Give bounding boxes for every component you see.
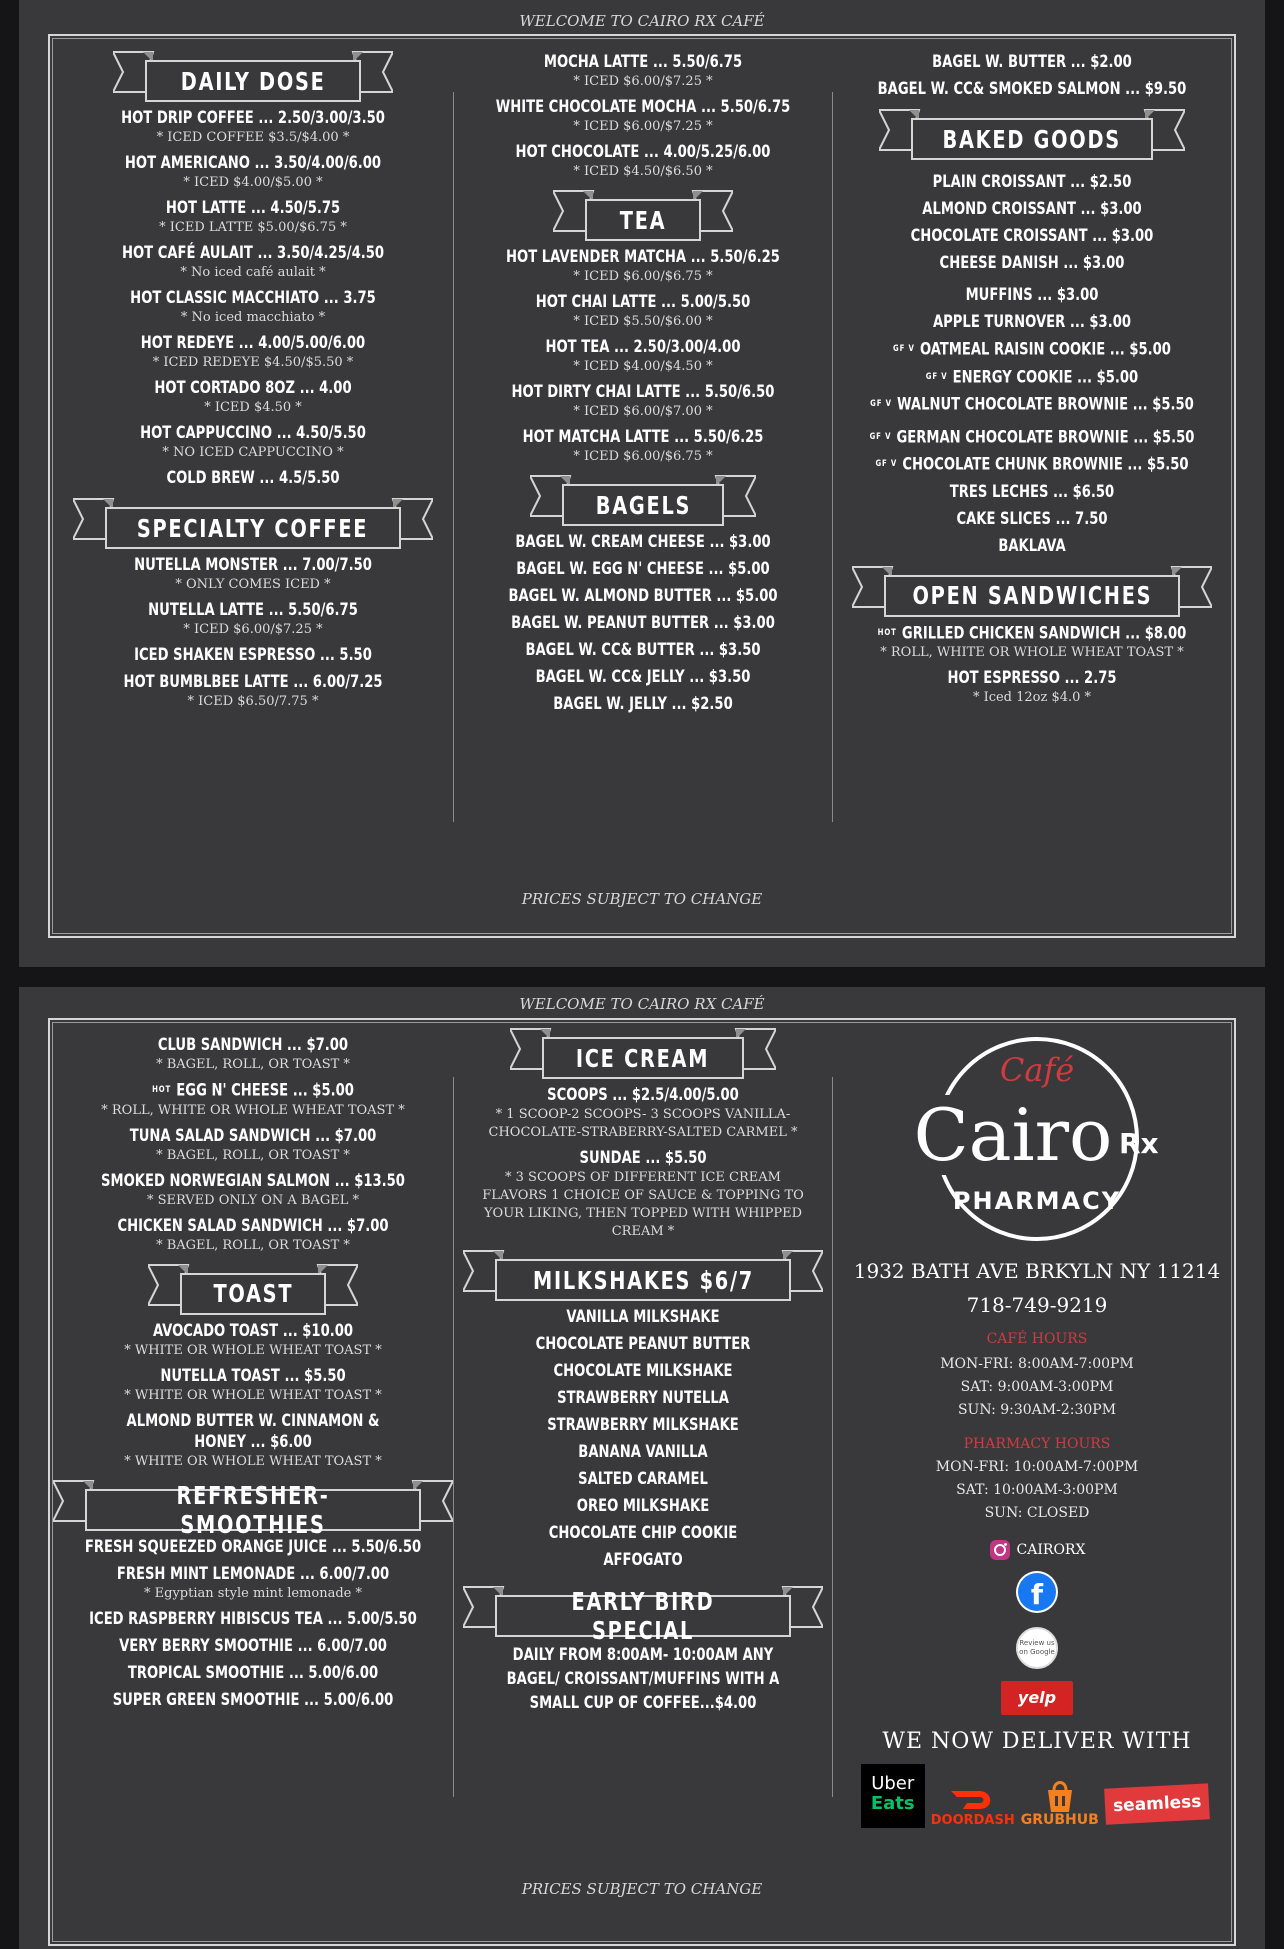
item-note: * ICED COFFEE $3.5/$4.00 *: [156, 130, 350, 145]
menu-item: VERY BERRY SMOOTHIE ... 6.00/7.00: [119, 1635, 387, 1656]
menu-item: AVOCADO TOAST ... $10.00: [152, 1320, 354, 1341]
menu-item: HOT ESPRESSO ... 2.75: [947, 668, 1117, 688]
menu-item: BAGEL W. EGG N' CHEESE ... $5.00: [516, 559, 770, 579]
column-divider: [832, 1077, 833, 1797]
column-divider: [832, 92, 833, 822]
menu-item: MUFFINS ... $3.00: [965, 285, 1099, 305]
menu-column-2: [463, 1027, 823, 1715]
item-note: * ICED $4.50/$6.50 *: [573, 164, 713, 179]
column-divider: [453, 92, 454, 822]
column-divider: [453, 1077, 454, 1797]
menu-item: HOT EGG N' CHEESE ... $5.00: [152, 1080, 354, 1101]
menu-item: BAKLAVA: [998, 535, 1066, 556]
doordash-logo[interactable]: DOORDASH: [931, 1787, 1015, 1828]
item-note: * ICED $6.00/$7.25 *: [573, 119, 713, 134]
deliver-heading: WE NOW DELIVER WITH: [882, 1729, 1192, 1754]
toast-banner: [148, 1263, 358, 1315]
menu-item: CHICKEN SALAD SANDWICH ... $7.00: [117, 1215, 389, 1236]
item-note: * ICED $4.50 *: [204, 400, 302, 415]
menu-item: NUTELLA MONSTER ... 7.00/7.50: [134, 555, 372, 575]
menu-item: HOT DRIP COFFEE ... 2.50/3.00/3.50: [121, 108, 385, 128]
address: 1932 BATH AVE BRKYLN NY 11214: [853, 1259, 1221, 1283]
open-sandwiches-banner: [852, 565, 1212, 617]
menu-item: SUPER GREEN SMOOTHIE ... 5.00/6.00: [112, 1689, 394, 1710]
refresher-smoothies-banner: [53, 1479, 453, 1539]
menu-item: HOT LATTE ... 4.50/5.75: [165, 198, 341, 218]
item-note: * WHITE OR WHOLE WHEAT TOAST *: [124, 1342, 382, 1358]
menu-item: CHEESE DANISH ... $3.00: [939, 253, 1125, 273]
item-note: * ICED $6.00/$7.25 *: [183, 622, 323, 637]
menu-item: HOT TEA ... 2.50/3.00/4.00: [545, 337, 741, 357]
menu-item: BAGEL W. CC& SMOKED SALMON ... $9.50: [877, 79, 1187, 99]
ice-cream-banner: [510, 1027, 776, 1079]
menu-item: STRAWBERRY MILKSHAKE: [547, 1415, 739, 1435]
daily-dose-title: DAILY DOSE: [180, 66, 326, 96]
specialty-coffee-title: SPECIALTY COFFEE: [137, 513, 369, 543]
logo-cafe-text: Café: [999, 1051, 1075, 1089]
item-note: * WHITE OR WHOLE WHEAT TOAST *: [124, 1387, 382, 1403]
menu-item: SMOKED NORWEGIAN SALMON ... $13.50: [101, 1170, 405, 1191]
specialty-coffee-banner: [73, 497, 433, 549]
menu-item: FRESH SQUEEZED ORANGE JUICE ... 5.50/6.50: [84, 1536, 422, 1557]
menu-item: HOT GRILLED CHICKEN SANDWICH ... $8.00: [877, 623, 1187, 643]
delivery-partners: [838, 1764, 1232, 1828]
menu-item: VANILLA MILKSHAKE: [566, 1307, 720, 1327]
item-note: * ROLL, WHITE OR WHOLE WHEAT TOAST *: [880, 645, 1184, 660]
menu-item: HOT CAFÉ AULAIT ... 3.50/4.25/4.50: [121, 243, 385, 263]
info-column: [842, 1027, 1232, 1828]
uber-eats-logo[interactable]: Uber Eats: [861, 1764, 925, 1828]
menu-item: HOT CORTADO 8OZ ... 4.00: [154, 378, 352, 398]
instagram-icon: [989, 1539, 1011, 1561]
menu-item: BAGEL W. CC& JELLY ... $3.50: [535, 667, 751, 687]
phone: 718-749-9219: [966, 1293, 1108, 1317]
item-note: * ICED $5.50/$6.00 *: [573, 314, 713, 329]
logo-pharmacy-text: PHARMACY: [952, 1187, 1122, 1215]
menu-item: FRESH MINT LEMONADE ... 6.00/7.00: [116, 1563, 390, 1584]
menu-item: CLUB SANDWICH ... $7.00: [157, 1035, 349, 1055]
early-bird-text: DAILY FROM 8:00AM- 10:00AM ANY BAGEL/ CROISSANT/MUFFINS WITH A SMALL CUP OF COFFEE...$4.00: [506, 1645, 780, 1713]
menu-item: BANANA VANILLA: [578, 1442, 708, 1462]
menu-item: CHOCOLATE CROISSANT ... $3.00: [910, 226, 1154, 246]
menu-item: HOT CLASSIC MACCHIATO ... 3.75: [130, 288, 376, 308]
menu-item: HOT CAPPUCCINO ... 4.50/5.50: [140, 423, 366, 443]
item-note: * ICED $6.00/$6.75 *: [573, 269, 713, 284]
item-note: * ONLY COMES ICED *: [175, 577, 331, 592]
hot-tag: HOT: [877, 627, 897, 638]
item-note: * BAGEL, ROLL, OR TOAST *: [156, 1237, 350, 1253]
item-note: * ICED $6.00/$6.75 *: [573, 449, 713, 464]
refresher-smoothies-title: REFRESHER- SMOOTHIES: [176, 1480, 330, 1539]
menu-item: CHOCOLATE MILKSHAKE: [553, 1361, 733, 1381]
menu-item: STRAWBERRY NUTELLA: [557, 1388, 729, 1408]
hot-tag: HOT: [152, 1085, 172, 1095]
menu-item: AFFOGATO: [603, 1550, 683, 1570]
menu-item: COLD BREW ... 4.5/5.50: [166, 468, 340, 488]
cafe-hours-title: CAFÉ HOURS: [986, 1331, 1088, 1347]
facebook-icon[interactable]: f: [1016, 1571, 1058, 1613]
grubhub-bag-icon: [1040, 1778, 1080, 1812]
pharmacy-hours-line: SUN: CLOSED: [984, 1505, 1090, 1521]
item-note: * BAGEL, ROLL, OR TOAST *: [156, 1057, 350, 1072]
menu-item: CHOCOLATE PEANUT BUTTER: [535, 1334, 751, 1354]
menu-item: SCOOPS ... $2.5/4.00/5.00: [547, 1085, 739, 1105]
item-note: * ICED $4.00/$5.00 *: [183, 175, 323, 190]
cafe-hours-line: SAT: 9:00AM-3:00PM: [960, 1379, 1114, 1395]
menu-item: HOT CHAI LATTE ... 5.00/5.50: [535, 292, 751, 312]
menu-item: MOCHA LATTE ... 5.50/6.75: [543, 52, 743, 72]
item-note: * Iced 12oz $4.0 *: [972, 690, 1092, 705]
early-bird-title: EARLY BIRD SPECIAL: [571, 1587, 715, 1645]
item-note: * BAGEL, ROLL, OR TOAST *: [156, 1147, 350, 1163]
yelp-icon[interactable]: yelp: [1001, 1681, 1073, 1715]
welcome-text: WELCOME TO CAIRO RX CAFÉ: [519, 995, 765, 1013]
cafe-logo: [907, 1027, 1167, 1247]
menu-item: BAGEL W. ALMOND BUTTER ... $5.00: [508, 586, 778, 606]
pharmacy-hours-line: MON-FRI: 10:00AM-7:00PM: [935, 1459, 1139, 1475]
menu-item: TUNA SALAD SANDWICH ... $7.00: [129, 1125, 377, 1146]
menu-item: HOT DIRTY CHAI LATTE ... 5.50/6.50: [511, 382, 775, 402]
baked-goods-title: BAKED GOODS: [942, 124, 1122, 154]
bagels-banner: [530, 474, 756, 526]
item-note: * 3 SCOOPS OF DIFFERENT ICE CREAM FLAVORS 1 CHOICE OF SAUCE & TOPPING TO YOUR LIKING, THEN TOPPED WITH WHIPPED CREAM *: [482, 1170, 804, 1239]
menu-item: CAKE SLICES ... 7.50: [956, 508, 1108, 529]
menu-item: WHITE CHOCOLATE MOCHA ... 5.50/6.75: [495, 97, 791, 117]
menu-item: SUNDAE ... $5.50: [579, 1148, 707, 1168]
menu-item: BAGEL W. JELLY ... $2.50: [553, 694, 733, 714]
gf-v-tag: GF V: [893, 344, 915, 354]
milkshakes-banner: [463, 1249, 823, 1301]
item-note: * No iced café aulait *: [180, 265, 326, 280]
item-note: * Egyptian style mint lemonade *: [144, 1585, 362, 1601]
item-note: * ICED $6.00/$7.25 *: [573, 74, 713, 89]
item-note: * ICED $6.50/7.75 *: [187, 694, 319, 709]
item-note: * WHITE OR WHOLE WHEAT TOAST *: [124, 1453, 382, 1469]
menu-item: GF V ENERGY COOKIE ... $5.00: [925, 367, 1139, 387]
menu-item: ALMOND BUTTER W. CINNAMON & HONEY ... $6.00: [126, 1410, 380, 1452]
logo-cairo-text: Cairo: [907, 1095, 1119, 1175]
tea-title: TEA: [619, 205, 667, 235]
menu-item: GF V OATMEAL RAISIN COOKIE ... $5.00: [893, 339, 1171, 360]
menu-item: ICED SHAKEN ESPRESSO ... 5.50: [134, 645, 372, 665]
menu-item: HOT AMERICANO ... 3.50/4.00/6.00: [124, 153, 382, 173]
instagram-handle[interactable]: CAIRORX: [842, 1539, 1232, 1561]
menu-item: GF V WALNUT CHOCOLATE BROWNIE ... $5.50: [870, 394, 1194, 415]
tea-banner: [553, 189, 733, 241]
menu-item: TRES LECHES ... $6.50: [949, 481, 1115, 502]
menu-item: BAGEL W. PEANUT BUTTER ... $3.00: [511, 613, 775, 633]
menu-column-3: [842, 52, 1222, 713]
early-bird-banner: [463, 1585, 823, 1645]
logo-rx-text: Rx: [1119, 1127, 1159, 1160]
item-note: * SERVED ONLY ON A BAGEL *: [146, 1192, 360, 1208]
item-note: * ICED $4.00/$4.50 *: [573, 359, 713, 374]
ice-cream-title: ICE CREAM: [576, 1043, 710, 1073]
cafe-hours-line: SUN: 9:30AM-2:30PM: [957, 1402, 1117, 1418]
item-note: * No iced macchiato *: [180, 310, 326, 325]
menu-item: ICED RASPBERRY HIBISCUS TEA ... 5.00/5.50: [89, 1608, 417, 1629]
prices-note: PRICES SUBJECT TO CHANGE: [521, 890, 763, 908]
menu-item: HOT REDEYE ... 4.00/5.00/6.00: [140, 333, 366, 353]
item-note: * ICED LATTE $5.00/$6.75 *: [159, 220, 347, 235]
menu-item: HOT MATCHA LATTE ... 5.50/6.25: [522, 427, 764, 447]
menu-item: BAGEL W. CREAM CHEESE ... $3.00: [515, 532, 771, 552]
cafe-hours-line: MON-FRI: 8:00AM-7:00PM: [940, 1356, 1134, 1372]
menu-item: APPLE TURNOVER ... $3.00: [932, 312, 1132, 332]
doordash-icon: [949, 1787, 997, 1813]
menu-item: NUTELLA TOAST ... $5.50: [160, 1365, 346, 1386]
gf-v-tag: GF V: [869, 431, 892, 442]
item-note: * ROLL, WHITE OR WHOLE WHEAT TOAST *: [101, 1102, 405, 1118]
menu-item: HOT CHOCOLATE ... 4.00/5.25/6.00: [515, 142, 771, 162]
gf-v-tag: GF V: [870, 399, 892, 409]
menu-item: HOT LAVENDER MATCHA ... 5.50/6.25: [506, 247, 780, 267]
item-note: * NO ICED CAPPUCCINO *: [162, 445, 344, 460]
menu-item: TROPICAL SMOOTHIE ... 5.00/6.00: [127, 1662, 379, 1683]
daily-dose-banner: [113, 50, 393, 102]
milkshakes-title: MILKSHAKES $6/7: [532, 1265, 754, 1295]
menu-column-1: [53, 1035, 453, 1711]
menu-item: GF V GERMAN CHOCOLATE BROWNIE ... $5.50: [869, 427, 1195, 447]
item-note: * ICED REDEYE $4.50/$5.50 *: [152, 355, 354, 370]
menu-page-2: [19, 987, 1265, 1949]
prices-note: PRICES SUBJECT TO CHANGE: [521, 1880, 763, 1898]
menu-item: BAGEL W. CC& BUTTER ... $3.50: [525, 640, 761, 660]
item-note: * ICED $6.00/$7.00 *: [573, 404, 713, 419]
menu-column-2: [463, 52, 823, 715]
grubhub-logo[interactable]: GRUBHUB: [1021, 1778, 1099, 1828]
menu-item: OREO MILKSHAKE: [576, 1496, 710, 1516]
item-note: * 1 SCOOP-2 SCOOPS- 3 SCOOPS VANILLA-CHOCOLATE-STRABERRY-SALTED CARMEL *: [488, 1107, 798, 1140]
toast-title: TOAST: [213, 1279, 293, 1308]
menu-item: HOT BUMBLBEE LATTE ... 6.00/7.25: [123, 672, 383, 692]
bagels-title: BAGELS: [595, 490, 691, 520]
menu-item: CHOCOLATE CHIP COOKIE: [548, 1523, 738, 1543]
menu-item: BAGEL W. BUTTER ... $2.00: [932, 52, 1132, 72]
gf-v-tag: GF V: [875, 459, 898, 469]
google-review-icon[interactable]: Review us on Google: [1016, 1627, 1058, 1669]
menu-item: PLAIN CROISSANT ... $2.50: [932, 172, 1132, 192]
baked-goods-banner: [879, 108, 1185, 160]
seamless-logo[interactable]: seamless: [1104, 1783, 1210, 1824]
menu-column-1: [63, 50, 443, 717]
menu-item: GF V CHOCOLATE CHUNK BROWNIE ... $5.50: [875, 454, 1189, 475]
menu-item: NUTELLA LATTE ... 5.50/6.75: [148, 600, 358, 620]
open-sandwiches-title: OPEN SANDWICHES: [912, 581, 1152, 610]
menu-page-1: [19, 0, 1265, 967]
welcome-text: WELCOME TO CAIRO RX CAFÉ: [519, 12, 765, 30]
menu-item: ALMOND CROISSANT ... $3.00: [922, 199, 1142, 219]
pharmacy-hours-title: PHARMACY HOURS: [963, 1436, 1111, 1452]
gf-v-tag: GF V: [925, 371, 948, 382]
pharmacy-hours-line: SAT: 10:00AM-3:00PM: [956, 1482, 1118, 1498]
menu-item: SALTED CARAMEL: [578, 1469, 708, 1489]
